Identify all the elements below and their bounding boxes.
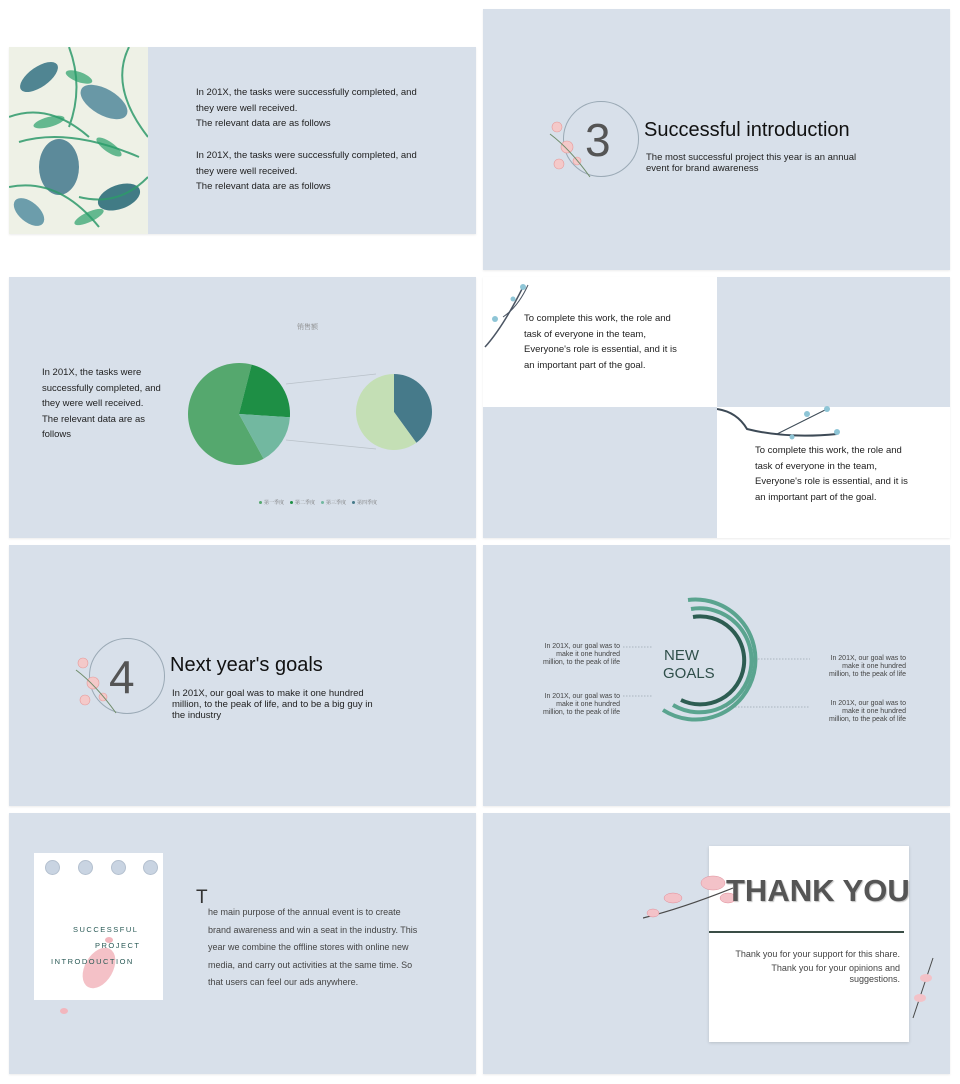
new-goals-line-2: GOALS [663,665,715,682]
legend-label: 第一季度 [264,500,285,506]
goal-left-top: In 201X, our goal was to make it one hundred million, to the peak of life [542,643,620,666]
card-holes [45,860,155,876]
card-line-1: SUCCESSFUL [73,925,139,934]
flower-icon [545,119,595,179]
slide-6 [483,545,950,806]
thank-you-title: THANK YOU [726,873,910,908]
legend-item-0 [259,499,284,506]
slide2-title: Successful introduction [644,119,850,141]
slide-2 [483,9,950,270]
connector-line-bottom [286,440,376,449]
slide-4 [483,277,950,538]
flower-icon [71,655,121,715]
legend-dot-icon [290,501,293,504]
legend-item-3 [352,499,377,506]
section-number: 3 [585,114,611,166]
pie-of-pie-chart [184,357,444,477]
slide-3 [9,277,476,538]
section-number: 4 [109,651,135,703]
goal-right-bottom: In 201X, our goal was to make it one hundred million, to the peak of life [828,700,906,723]
legend-item-2 [321,499,346,506]
legend-dot-icon [321,501,324,504]
drop-cap: T [196,887,208,908]
slide-7 [9,813,476,1074]
goal-left-bottom: In 201X, our goal was to make it one hundred million, to the peak of life [542,693,620,716]
slide4-text-bottom: To complete this work, the role and task of everyone in the team, Everyone's role is essential, and it is an important part of the goal. [755,445,908,503]
connector-line-top [286,374,376,384]
magnolia-corner-icon [908,953,938,1023]
slide2-subtitle: The most successful project this year is an annual event for brand awareness [646,152,857,174]
thank-you-line-1: Thank you for your support for this share. [735,949,900,959]
slide3-text: In 201X, the tasks were successfully completed, and they were well received. The relevant data are as follows [42,367,161,440]
legend-dot-icon [259,501,262,504]
slide7-body: he main purpose of the annual event is to create brand awareness and win a seat in the industry. This year we combine the offline stores with online new media, and carry out activities at the same time. So that users can feel our ads anywhere. [208,907,418,987]
card-line-3: INTRODOUCTION [51,957,134,966]
slide5-title: Next year's goals [170,654,323,676]
slide1-paragraph-1: In 201X, the tasks were successfully completed, and they were well received. The relevant data are as follows [196,87,417,129]
slide5-subtitle: In 201X, our goal was to make it one hundred million, to the peak of life, and to be a big guy in the industry [172,688,373,721]
new-goals-line-1: NEW [664,647,699,664]
legend-label: 第三季度 [326,500,347,506]
card-line-2: PROJECT [95,941,141,950]
slide4-text-top: To complete this work, the role and task of everyone in the team, Everyone's role is essential, and it is an important part of the goal. [524,313,677,371]
connector-lines [483,545,950,806]
chart-legend [259,491,383,509]
legend-item-1 [290,499,315,506]
legend-label: 第二季度 [295,500,316,506]
chart-title: 销售额 [297,324,318,331]
slide1-paragraph-2: In 201X, the tasks were successfully completed, and they were well received. The relevant data are as follows [196,150,417,192]
legend-dot-icon [352,501,355,504]
tropical-leaves-image [9,47,148,234]
slide-8 [483,813,950,1074]
goal-right-top: In 201X, our goal was to make it one hundred million, to the peak of life [828,655,906,678]
slide-5 [9,545,476,806]
thank-you-line-2: Thank you for your opinions and suggestions. [771,963,900,984]
slide-1 [9,47,476,234]
legend-label: 第四季度 [357,500,378,506]
